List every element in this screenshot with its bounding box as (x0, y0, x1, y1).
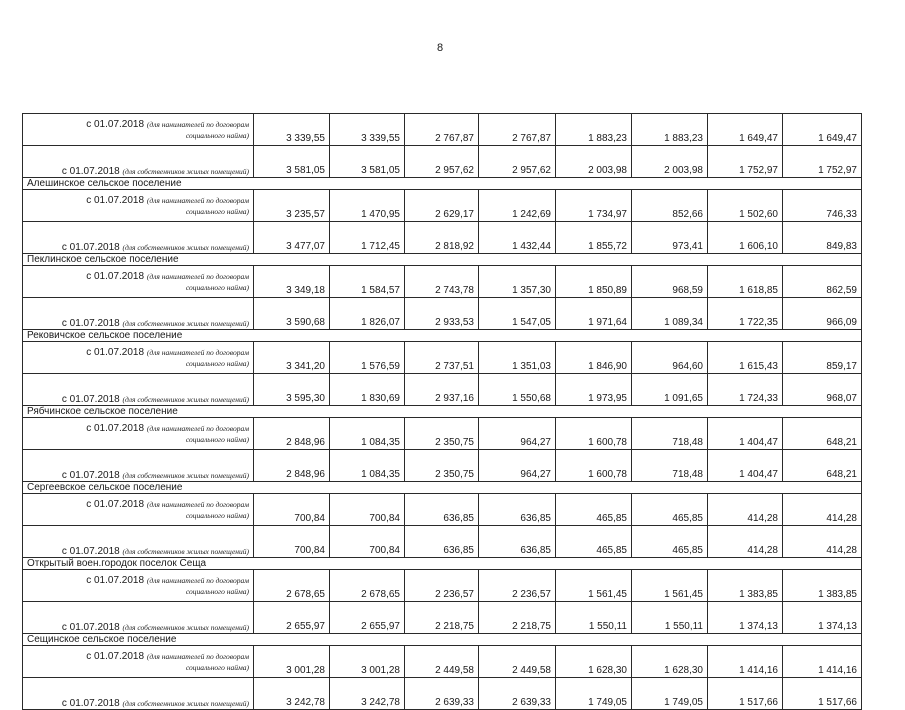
rate-value-cell: 2 655,97 (330, 602, 405, 634)
rate-value-cell: 3 581,05 (330, 146, 405, 178)
section-title: Пеклинское сельское поселение (23, 254, 862, 266)
rate-value-cell: 3 349,18 (254, 266, 330, 298)
rate-value-cell: 1 404,47 (708, 450, 783, 482)
rate-value-cell: 1 618,85 (708, 266, 783, 298)
rate-value-cell: 1 470,95 (330, 190, 405, 222)
rate-value-cell: 1 628,30 (556, 646, 632, 678)
rate-note: (для нанимателей по договорам (146, 119, 249, 129)
rate-value-cell: 1 724,33 (708, 374, 783, 406)
rate-value-cell: 2 767,87 (405, 114, 479, 146)
section-header-row (23, 254, 862, 266)
rate-value-cell: 1 850,89 (556, 266, 632, 298)
rate-note-continued: социального найма) (185, 206, 249, 216)
rate-note: (для собственников жилых помещений) (122, 547, 249, 556)
rate-value-cell: 2 743,78 (405, 266, 479, 298)
owner-rate-row (23, 298, 862, 330)
rate-value-cell: 3 001,28 (330, 646, 405, 678)
rate-value-cell: 1 374,13 (783, 602, 862, 634)
rate-value-cell: 636,85 (405, 526, 479, 558)
rate-value-cell: 1 584,57 (330, 266, 405, 298)
rate-value-cell: 700,84 (254, 494, 330, 526)
rate-note: (для нанимателей по договорам (146, 271, 249, 281)
rate-value-cell: 1 712,45 (330, 222, 405, 254)
rate-value-cell: 2 767,87 (479, 114, 556, 146)
rate-note: (для нанимателей по договорам (146, 499, 249, 509)
rate-note-continued: социального найма) (185, 282, 249, 292)
rate-note: (для собственников жилых помещений) (122, 167, 249, 176)
tenant-rate-row (23, 114, 862, 146)
rate-label (23, 342, 254, 374)
rate-date: с 01.07.2018 (86, 650, 145, 662)
rate-value-cell: 1 971,64 (556, 298, 632, 330)
section-header-row (23, 406, 862, 418)
rate-label (23, 494, 254, 526)
rate-value-cell: 964,27 (479, 450, 556, 482)
rate-label (23, 570, 254, 602)
page-number: 8 (437, 42, 444, 54)
tenant-rate-row (23, 570, 862, 602)
rate-value-cell: 2 655,97 (254, 602, 330, 634)
rate-value-cell: 2 218,75 (405, 602, 479, 634)
rate-value-cell: 3 235,57 (254, 190, 330, 222)
rate-label (23, 190, 254, 222)
rate-value-cell: 3 581,05 (254, 146, 330, 178)
rate-value-cell: 2 350,75 (405, 450, 479, 482)
rate-label (23, 374, 254, 406)
rate-value-cell: 414,28 (708, 526, 783, 558)
tenant-rate-row (23, 266, 862, 298)
rate-value-cell: 1 547,05 (479, 298, 556, 330)
rate-date: с 01.07.2018 (61, 622, 120, 633)
rate-value-cell: 2 639,33 (479, 678, 556, 710)
owner-rate-row (23, 146, 862, 178)
rate-date: с 01.07.2018 (61, 546, 120, 557)
rate-value-cell: 1 432,44 (479, 222, 556, 254)
rate-value-cell: 2 818,92 (405, 222, 479, 254)
rate-note: (для нанимателей по договорам (146, 347, 249, 357)
rate-value-cell: 1 734,97 (556, 190, 632, 222)
rate-label (23, 146, 254, 178)
rate-date: с 01.07.2018 (61, 394, 120, 405)
rate-value-cell: 1 752,97 (708, 146, 783, 178)
rate-value-cell: 1 517,66 (708, 678, 783, 710)
rate-value-cell: 1 606,10 (708, 222, 783, 254)
rate-value-cell: 465,85 (556, 494, 632, 526)
rate-label (23, 222, 254, 254)
section-header-row (23, 178, 862, 190)
rate-label (23, 114, 254, 146)
rate-note: (для нанимателей по договорам (146, 575, 249, 585)
rate-label (23, 678, 254, 710)
rate-note-continued: социального найма) (185, 586, 249, 596)
rate-value-cell: 414,28 (783, 494, 862, 526)
rate-value-cell: 1 517,66 (783, 678, 862, 710)
rate-value-cell: 2 236,57 (405, 570, 479, 602)
rate-value-cell: 1 749,05 (556, 678, 632, 710)
rate-value-cell: 1 414,16 (783, 646, 862, 678)
tenant-rate-row (23, 190, 862, 222)
rate-value-cell: 700,84 (330, 494, 405, 526)
owner-rate-row (23, 450, 862, 482)
rate-value-cell: 1 383,85 (783, 570, 862, 602)
rate-value-cell: 2 737,51 (405, 342, 479, 374)
rate-label (23, 418, 254, 450)
rate-note-continued: социального найма) (185, 358, 249, 368)
rate-label (23, 298, 254, 330)
rate-value-cell: 1 561,45 (632, 570, 708, 602)
rate-value-cell: 1 351,03 (479, 342, 556, 374)
section-title: Рековичское сельское поселение (23, 330, 862, 342)
rate-note: (для нанимателей по договорам (146, 195, 249, 205)
rate-note: (для собственников жилых помещений) (122, 319, 249, 328)
rate-date: с 01.07.2018 (61, 318, 120, 329)
rate-note: (для собственников жилых помещений) (122, 623, 249, 632)
section-header-row (23, 330, 862, 342)
rate-label (23, 526, 254, 558)
rate-value-cell: 852,66 (632, 190, 708, 222)
rate-value-cell: 1 242,69 (479, 190, 556, 222)
rate-value-cell: 1 357,30 (479, 266, 556, 298)
section-title: Рябчинское сельское поселение (23, 406, 862, 418)
rate-label (23, 602, 254, 634)
rate-value-cell: 1 576,59 (330, 342, 405, 374)
rate-value-cell: 1 649,47 (708, 114, 783, 146)
rate-label (23, 450, 254, 482)
rate-value-cell: 1 550,68 (479, 374, 556, 406)
rate-value-cell: 1 502,60 (708, 190, 783, 222)
rate-value-cell: 2 449,58 (479, 646, 556, 678)
rate-label (23, 266, 254, 298)
rate-value-cell: 3 595,30 (254, 374, 330, 406)
rate-value-cell: 636,85 (479, 526, 556, 558)
rate-value-cell: 648,21 (783, 450, 862, 482)
owner-rate-row (23, 374, 862, 406)
rate-value-cell: 964,60 (632, 342, 708, 374)
rate-value-cell: 465,85 (556, 526, 632, 558)
rate-date: с 01.07.2018 (86, 194, 145, 206)
rate-value-cell: 1 084,35 (330, 450, 405, 482)
tariff-table (22, 113, 862, 710)
rate-value-cell: 2 848,96 (254, 418, 330, 450)
rate-value-cell: 1 561,45 (556, 570, 632, 602)
rate-value-cell: 1 830,69 (330, 374, 405, 406)
rate-value-cell: 648,21 (783, 418, 862, 450)
rate-value-cell: 1 550,11 (556, 602, 632, 634)
rate-value-cell: 3 339,55 (330, 114, 405, 146)
rate-value-cell: 2 957,62 (479, 146, 556, 178)
rate-value-cell: 700,84 (254, 526, 330, 558)
rate-value-cell: 1 089,34 (632, 298, 708, 330)
rate-date: с 01.07.2018 (86, 118, 145, 130)
rate-value-cell: 849,83 (783, 222, 862, 254)
rate-value-cell: 968,59 (632, 266, 708, 298)
rate-value-cell: 973,41 (632, 222, 708, 254)
rate-value-cell: 2 957,62 (405, 146, 479, 178)
rate-value-cell: 636,85 (479, 494, 556, 526)
rate-value-cell: 2 933,53 (405, 298, 479, 330)
rate-value-cell: 414,28 (783, 526, 862, 558)
rate-date: с 01.07.2018 (86, 574, 145, 586)
rate-date: с 01.07.2018 (61, 470, 120, 481)
rate-note-continued: социального найма) (185, 130, 249, 140)
rate-date: с 01.07.2018 (61, 698, 120, 709)
rate-note-continued: социального найма) (185, 434, 249, 444)
rate-value-cell: 1 550,11 (632, 602, 708, 634)
rate-value-cell: 968,07 (783, 374, 862, 406)
rate-value-cell: 1 749,05 (632, 678, 708, 710)
rate-value-cell: 3 477,07 (254, 222, 330, 254)
rate-value-cell: 1 752,97 (783, 146, 862, 178)
rate-value-cell: 414,28 (708, 494, 783, 526)
rate-date: с 01.07.2018 (61, 242, 120, 253)
section-header-row (23, 558, 862, 570)
rate-date: с 01.07.2018 (61, 166, 120, 177)
rate-date: с 01.07.2018 (86, 346, 145, 358)
rate-value-cell: 1 600,78 (556, 418, 632, 450)
rate-value-cell: 1 600,78 (556, 450, 632, 482)
rate-value-cell: 3 001,28 (254, 646, 330, 678)
rate-value-cell: 3 242,78 (330, 678, 405, 710)
rate-date: с 01.07.2018 (86, 422, 145, 434)
rate-note: (для собственников жилых помещений) (122, 699, 249, 708)
owner-rate-row (23, 602, 862, 634)
rate-value-cell: 964,27 (479, 418, 556, 450)
rate-note-continued: социального найма) (185, 510, 249, 520)
rate-value-cell: 2 678,65 (254, 570, 330, 602)
rate-value-cell: 966,09 (783, 298, 862, 330)
rate-value-cell: 2 003,98 (632, 146, 708, 178)
owner-rate-row (23, 678, 862, 710)
rate-note: (для собственников жилых помещений) (122, 395, 249, 404)
rate-note: (для нанимателей по договорам (146, 423, 249, 433)
rate-value-cell: 1 826,07 (330, 298, 405, 330)
section-title: Алешинское сельское поселение (23, 178, 862, 190)
rate-value-cell: 1 615,43 (708, 342, 783, 374)
rate-value-cell: 1 414,16 (708, 646, 783, 678)
rate-note: (для нанимателей по договорам (146, 651, 249, 661)
tenant-rate-row (23, 418, 862, 450)
rate-value-cell: 718,48 (632, 450, 708, 482)
owner-rate-row (23, 222, 862, 254)
rate-value-cell: 465,85 (632, 494, 708, 526)
rate-value-cell: 2 449,58 (405, 646, 479, 678)
rate-note: (для собственников жилых помещений) (122, 243, 249, 252)
rate-value-cell: 1 883,23 (556, 114, 632, 146)
rate-note-continued: социального найма) (185, 662, 249, 672)
section-header-row (23, 482, 862, 494)
rate-value-cell: 2 350,75 (405, 418, 479, 450)
rate-value-cell: 1 649,47 (783, 114, 862, 146)
rate-value-cell: 1 084,35 (330, 418, 405, 450)
rate-value-cell: 3 242,78 (254, 678, 330, 710)
section-title: Сергеевское сельское поселение (23, 482, 862, 494)
rate-value-cell: 718,48 (632, 418, 708, 450)
rate-value-cell: 1 404,47 (708, 418, 783, 450)
rate-date: с 01.07.2018 (86, 270, 145, 282)
tenant-rate-row (23, 646, 862, 678)
owner-rate-row (23, 526, 862, 558)
rate-value-cell: 2 218,75 (479, 602, 556, 634)
rate-value-cell: 859,17 (783, 342, 862, 374)
rate-value-cell: 3 339,55 (254, 114, 330, 146)
rate-value-cell: 1 846,90 (556, 342, 632, 374)
rate-value-cell: 2 236,57 (479, 570, 556, 602)
rate-date: с 01.07.2018 (86, 498, 145, 510)
rate-value-cell: 3 590,68 (254, 298, 330, 330)
rate-value-cell: 1 628,30 (632, 646, 708, 678)
rate-value-cell: 2 678,65 (330, 570, 405, 602)
section-title: Открытый воен.городок поселок Сеща (23, 558, 862, 570)
rate-value-cell: 2 848,96 (254, 450, 330, 482)
rate-value-cell: 1 722,35 (708, 298, 783, 330)
rate-value-cell: 2 629,17 (405, 190, 479, 222)
rate-value-cell: 2 639,33 (405, 678, 479, 710)
rate-value-cell: 746,33 (783, 190, 862, 222)
rate-value-cell: 636,85 (405, 494, 479, 526)
rate-value-cell: 2 937,16 (405, 374, 479, 406)
rate-value-cell: 1 383,85 (708, 570, 783, 602)
rate-value-cell: 465,85 (632, 526, 708, 558)
rate-value-cell: 1 855,72 (556, 222, 632, 254)
rate-value-cell: 862,59 (783, 266, 862, 298)
rate-value-cell: 1 883,23 (632, 114, 708, 146)
section-title: Сещинское сельское поселение (23, 634, 862, 646)
rate-note: (для собственников жилых помещений) (122, 471, 249, 480)
rate-value-cell: 1 374,13 (708, 602, 783, 634)
rate-value-cell: 1 091,65 (632, 374, 708, 406)
rate-value-cell: 1 973,95 (556, 374, 632, 406)
rate-value-cell: 2 003,98 (556, 146, 632, 178)
rate-value-cell: 700,84 (330, 526, 405, 558)
tenant-rate-row (23, 494, 862, 526)
tenant-rate-row (23, 342, 862, 374)
rate-value-cell: 3 341,20 (254, 342, 330, 374)
rate-label (23, 646, 254, 678)
